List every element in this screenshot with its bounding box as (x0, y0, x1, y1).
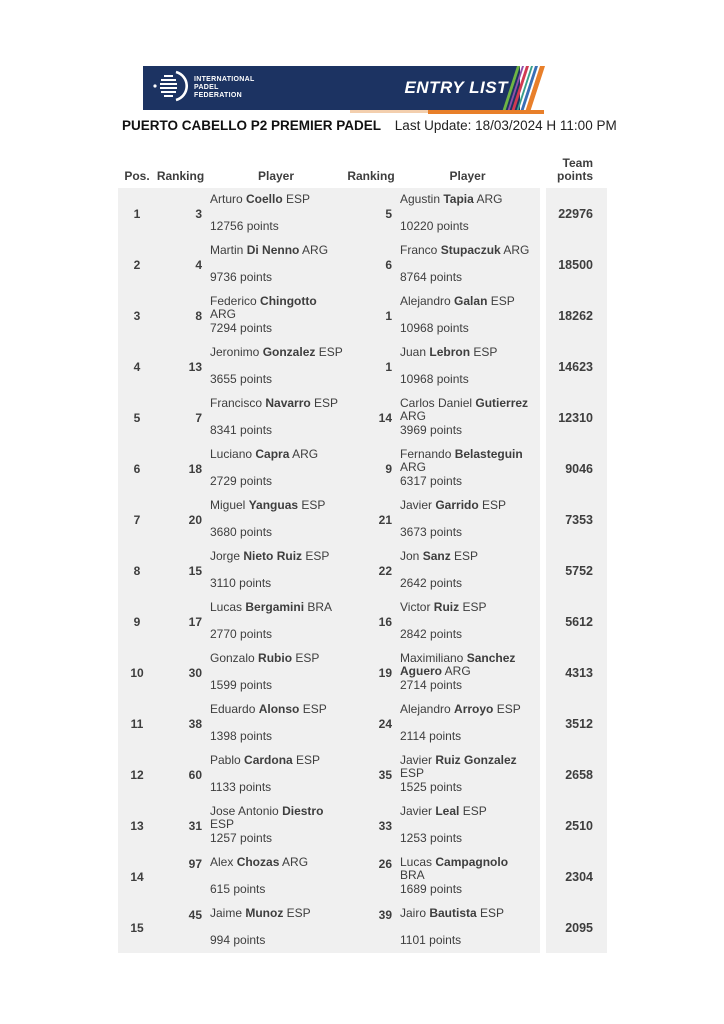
entry-list-label: ENTRY LIST (404, 78, 508, 97)
ranking-cell-left: 97 (156, 851, 205, 902)
ranking-cell-right: 1 (347, 341, 395, 392)
player-name: Juan Lebron ESP (400, 345, 498, 359)
ranking-cell-left: 8 (156, 290, 205, 341)
player-name: Jorge Nieto Ruiz ESP (210, 549, 330, 563)
player-name: Carlos Daniel Gutierrez ARG (400, 396, 529, 423)
logo-line-2: PADEL (194, 84, 219, 91)
team-points-cell: 5752 (546, 545, 607, 596)
team-points-cell: 4313 (546, 647, 607, 698)
position-cell: 12 (118, 749, 156, 800)
table-row (118, 800, 607, 851)
player-cell-left (205, 596, 347, 647)
player-name: Jose Antonio Diestro ESP (210, 804, 324, 831)
ranking-cell-left: 45 (156, 902, 205, 953)
ranking-cell-right: 33 (347, 800, 395, 851)
player-name: Jon Sanz ESP (400, 549, 479, 563)
player-points: 1599 points (210, 678, 273, 692)
header-ranking-1: Ranking (156, 169, 205, 183)
header-team-points: Team points (557, 156, 593, 183)
team-points-cell: 2510 (546, 800, 607, 851)
player-name: Alex Chozas ARG (210, 855, 309, 869)
ipf-banner (143, 66, 520, 110)
player-cell-right (395, 443, 540, 494)
table-row (118, 494, 607, 545)
table-row (118, 902, 607, 953)
title-row (122, 118, 622, 133)
position-cell: 10 (118, 647, 156, 698)
table-row (118, 545, 607, 596)
team-points-cell: 12310 (546, 392, 607, 443)
player-name: Jairo Bautista ESP (400, 906, 505, 920)
banner-underline-orange (428, 110, 544, 114)
event-title: PUERTO CABELLO P2 PREMIER PADEL (122, 118, 382, 133)
banner-underline-light (350, 110, 428, 113)
player-points: 10220 points (400, 219, 469, 233)
header-player-2: Player (449, 169, 486, 183)
player-points: 3673 points (400, 525, 463, 539)
player-cell-left (205, 851, 347, 902)
player-points: 2729 points (210, 474, 273, 488)
ranking-cell-right: 6 (347, 239, 395, 290)
player-name: Pablo Cardona ESP (210, 753, 321, 767)
entry-table (118, 148, 607, 953)
table-row (118, 188, 607, 239)
position-cell: 6 (118, 443, 156, 494)
player-cell-right (395, 392, 540, 443)
ranking-cell-right: 1 (347, 290, 395, 341)
position-cell: 14 (118, 851, 156, 902)
table-row (118, 851, 607, 902)
logo-line-3: FEDERATION (194, 92, 242, 99)
player-points: 1689 points (400, 882, 463, 896)
header-pos: Pos. (124, 169, 150, 183)
ranking-cell-right: 35 (347, 749, 395, 800)
player-cell-right (395, 545, 540, 596)
ranking-cell-right: 9 (347, 443, 395, 494)
player-cell-left (205, 749, 347, 800)
player-cell-right (395, 647, 540, 698)
player-points: 3110 points (210, 576, 272, 590)
player-points: 12756 points (210, 219, 279, 233)
player-points: 6317 points (400, 474, 463, 488)
player-points: 9736 points (210, 270, 273, 284)
player-name: Javier Garrido ESP (400, 498, 507, 512)
ranking-cell-left: 38 (156, 698, 205, 749)
ranking-cell-left: 31 (156, 800, 205, 851)
player-name: Fernando Belasteguin ARG (400, 447, 523, 474)
player-name: Jaime Munoz ESP (210, 906, 311, 920)
ipf-globe-icon (152, 70, 188, 107)
last-update-text: Last Update: 18/03/2024 H 11:00 PM (394, 118, 617, 133)
player-cell-right (395, 596, 540, 647)
ranking-cell-left: 15 (156, 545, 205, 596)
player-name: Lucas Bergamini BRA (210, 600, 333, 614)
header-ranking-2: Ranking (347, 169, 395, 183)
table-row (118, 647, 607, 698)
team-points-cell: 14623 (546, 341, 607, 392)
team-points-cell: 18262 (546, 290, 607, 341)
player-cell-right (395, 800, 540, 851)
player-cell-left (205, 290, 347, 341)
player-points: 615 points (210, 882, 266, 896)
player-name: Eduardo Alonso ESP (210, 702, 327, 716)
player-cell-left (205, 545, 347, 596)
ranking-cell-right: 22 (347, 545, 395, 596)
ranking-cell-left: 17 (156, 596, 205, 647)
player-name: Arturo Coello ESP (210, 192, 311, 206)
ranking-cell-right: 5 (347, 188, 395, 239)
table-row (118, 749, 607, 800)
position-cell: 1 (118, 188, 156, 239)
ranking-cell-left: 13 (156, 341, 205, 392)
player-points: 10968 points (400, 321, 469, 335)
player-name: Javier Leal ESP (400, 804, 487, 818)
player-cell-right (395, 290, 540, 341)
player-cell-right (395, 188, 540, 239)
player-points: 2642 points (400, 576, 463, 590)
team-points-cell: 2304 (546, 851, 607, 902)
player-name: Alejandro Arroyo ESP (400, 702, 521, 716)
player-points: 3680 points (210, 525, 273, 539)
position-cell: 8 (118, 545, 156, 596)
ranking-cell-left: 3 (156, 188, 205, 239)
team-points-cell: 3512 (546, 698, 607, 749)
player-name: Maximiliano Sanchez Aguero ARG (400, 651, 516, 678)
team-points-cell: 7353 (546, 494, 607, 545)
player-name: Luciano Capra ARG (210, 447, 319, 461)
player-name: Agustin Tapia ARG (400, 192, 503, 206)
player-points: 8764 points (400, 270, 463, 284)
player-cell-left (205, 800, 347, 851)
player-name: Alejandro Galan ESP (400, 294, 515, 308)
player-points: 994 points (210, 933, 266, 947)
player-cell-left (205, 392, 347, 443)
player-cell-right (395, 494, 540, 545)
table-row (118, 392, 607, 443)
player-name: Federico Chingotto ARG (210, 294, 317, 321)
ranking-cell-left: 18 (156, 443, 205, 494)
position-cell: 11 (118, 698, 156, 749)
player-points: 1257 points (210, 831, 273, 845)
ranking-cell-right: 26 (347, 851, 395, 902)
logo-line-1: INTERNATIONAL (194, 76, 255, 83)
player-name: Miguel Yanguas ESP (210, 498, 326, 512)
player-cell-right (395, 239, 540, 290)
player-cell-left (205, 494, 347, 545)
player-cell-left (205, 341, 347, 392)
player-cell-left (205, 902, 347, 953)
player-points: 1101 points (400, 933, 462, 947)
table-body (118, 188, 607, 953)
table-row (118, 698, 607, 749)
player-points: 10968 points (400, 372, 469, 386)
ranking-cell-right: 16 (347, 596, 395, 647)
player-name: Gonzalo Rubio ESP (210, 651, 320, 665)
player-cell-right (395, 698, 540, 749)
player-points: 2842 points (400, 627, 463, 641)
table-row (118, 239, 607, 290)
ranking-cell-right: 24 (347, 698, 395, 749)
table-row (118, 596, 607, 647)
player-cell-left (205, 698, 347, 749)
player-cell-left (205, 443, 347, 494)
ranking-cell-right: 21 (347, 494, 395, 545)
player-cell-right (395, 902, 540, 953)
position-cell: 15 (118, 902, 156, 953)
player-cell-left (205, 188, 347, 239)
position-cell: 9 (118, 596, 156, 647)
player-cell-left (205, 239, 347, 290)
player-points: 2770 points (210, 627, 273, 641)
player-cell-right (395, 749, 540, 800)
player-points: 1398 points (210, 729, 273, 743)
player-points: 1133 points (210, 780, 272, 794)
ipf-logo-text (194, 76, 255, 100)
team-points-cell: 2095 (546, 902, 607, 953)
player-points: 8341 points (210, 423, 273, 437)
team-points-cell: 9046 (546, 443, 607, 494)
ranking-cell-left: 4 (156, 239, 205, 290)
ipf-logo (143, 70, 255, 107)
player-name: Franco Stupaczuk ARG (400, 243, 530, 257)
position-cell: 4 (118, 341, 156, 392)
player-name: Francisco Navarro ESP (210, 396, 339, 410)
team-points-cell: 5612 (546, 596, 607, 647)
player-points: 2114 points (400, 729, 462, 743)
player-points: 1253 points (400, 831, 463, 845)
player-cell-left (205, 647, 347, 698)
position-cell: 5 (118, 392, 156, 443)
position-cell: 3 (118, 290, 156, 341)
player-name: Javier Ruiz Gonzalez ESP (400, 753, 517, 780)
ranking-cell-left: 20 (156, 494, 205, 545)
ranking-cell-right: 19 (347, 647, 395, 698)
player-name: Martin Di Nenno ARG (210, 243, 329, 257)
player-cell-right (395, 341, 540, 392)
player-points: 3655 points (210, 372, 273, 386)
ranking-cell-right: 39 (347, 902, 395, 953)
ranking-cell-right: 14 (347, 392, 395, 443)
table-row (118, 341, 607, 392)
table-row (118, 443, 607, 494)
team-points-cell: 18500 (546, 239, 607, 290)
table-row (118, 290, 607, 341)
player-points: 2714 points (400, 678, 463, 692)
position-cell: 7 (118, 494, 156, 545)
player-points: 1525 points (400, 780, 463, 794)
team-points-cell: 22976 (546, 188, 607, 239)
player-name: Jeronimo Gonzalez ESP (210, 345, 343, 359)
player-points: 7294 points (210, 321, 273, 335)
ranking-cell-left: 7 (156, 392, 205, 443)
ranking-cell-left: 60 (156, 749, 205, 800)
header-player-1: Player (257, 169, 295, 183)
player-cell-right (395, 851, 540, 902)
table-header-row (118, 148, 607, 188)
team-points-cell: 2658 (546, 749, 607, 800)
player-name: Lucas Campagnolo BRA (400, 855, 509, 882)
ranking-cell-left: 30 (156, 647, 205, 698)
player-name: Victor Ruiz ESP (400, 600, 487, 614)
player-points: 3969 points (400, 423, 463, 437)
position-cell: 13 (118, 800, 156, 851)
position-cell: 2 (118, 239, 156, 290)
